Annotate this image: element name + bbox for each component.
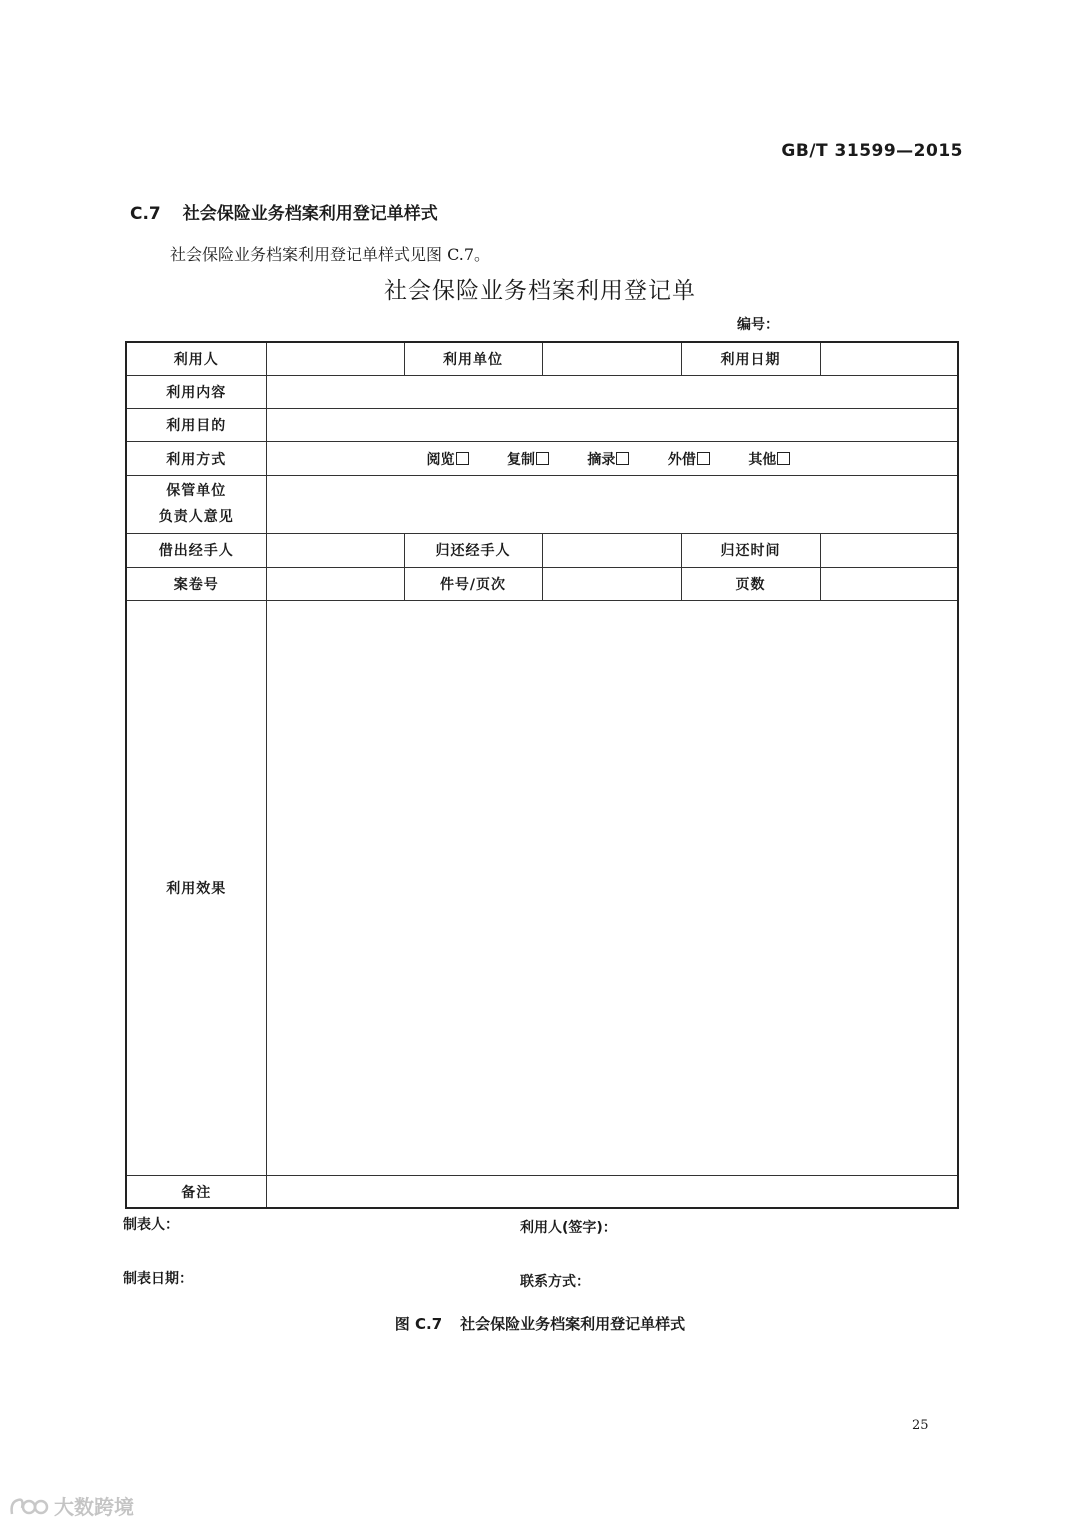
form-row-lend-return xyxy=(126,534,958,567)
form-row-file xyxy=(126,567,958,600)
use-method-options xyxy=(266,442,958,475)
standard-code: GB/T 31599—2015 xyxy=(781,141,963,161)
method-option-lend[interactable]: 外借 xyxy=(668,449,710,469)
serial-label: 编号： xyxy=(737,317,779,333)
form-row-custodian xyxy=(126,475,958,534)
form-row-purpose xyxy=(126,409,958,442)
field-item-page[interactable] xyxy=(542,567,681,600)
method-option-copy[interactable]: 复制 xyxy=(507,449,549,469)
method-option-read[interactable]: 阅览 xyxy=(427,449,469,469)
field-returner[interactable] xyxy=(542,534,681,567)
watermark-text: 大数跨境 xyxy=(54,1495,134,1519)
label-return-time: 归还时间 xyxy=(681,534,820,567)
watermark xyxy=(8,1491,134,1520)
label-file-no: 案卷号 xyxy=(126,567,266,600)
contact-label: 联系方式： xyxy=(520,1274,590,1290)
section-title: 社会保险业务档案利用登记单样式 xyxy=(182,204,438,224)
watermark-logo-icon xyxy=(8,1494,50,1518)
label-remarks: 备注 xyxy=(126,1176,266,1208)
label-use-method: 利用方式 xyxy=(126,442,266,475)
label-use-content: 利用内容 xyxy=(126,375,266,408)
field-lender[interactable] xyxy=(266,534,404,567)
form-title: 社会保险业务档案利用登记单 xyxy=(384,278,696,304)
field-user-unit[interactable] xyxy=(542,342,681,375)
field-return-time[interactable] xyxy=(820,534,958,567)
field-use-date[interactable] xyxy=(820,342,958,375)
label-lender: 借出经手人 xyxy=(126,534,266,567)
label-use-date: 利用日期 xyxy=(681,342,820,375)
label-pages: 页数 xyxy=(681,567,820,600)
label-user-unit: 利用单位 xyxy=(404,342,542,375)
user-signature-label: 利用人(签字)： xyxy=(520,1220,617,1236)
method-option-other[interactable]: 其他 xyxy=(748,449,790,469)
figure-number: 图 C.7 xyxy=(394,1315,443,1333)
method-option-excerpt[interactable]: 摘录 xyxy=(587,449,629,469)
serial-number xyxy=(737,314,779,334)
section-number: C.7 xyxy=(130,204,161,224)
form-row-content xyxy=(126,375,958,408)
label-use-purpose: 利用目的 xyxy=(126,409,266,442)
form-row-effect xyxy=(126,600,958,1175)
field-remarks[interactable] xyxy=(266,1176,958,1208)
checkbox-icon[interactable] xyxy=(616,452,629,465)
checkbox-icon[interactable] xyxy=(777,452,790,465)
checkbox-icon[interactable] xyxy=(456,452,469,465)
label-item-page: 件号/页次 xyxy=(404,567,542,600)
prepared-date-label: 制表日期： xyxy=(123,1271,193,1287)
field-effect[interactable] xyxy=(266,600,958,1175)
label-custodian-opinion: 保管单位 负责人意见 xyxy=(126,475,266,534)
label-returner: 归还经手人 xyxy=(404,534,542,567)
section-heading xyxy=(130,199,438,224)
prepared-by-label: 制表人： xyxy=(123,1217,179,1233)
page-number: 25 xyxy=(912,1418,929,1433)
field-pages[interactable] xyxy=(820,567,958,600)
field-user[interactable] xyxy=(266,342,404,375)
label-effect: 利用效果 xyxy=(126,600,266,1175)
field-use-purpose[interactable] xyxy=(266,409,958,442)
form-row-remarks xyxy=(126,1176,958,1208)
checkbox-icon[interactable] xyxy=(697,452,710,465)
checkbox-icon[interactable] xyxy=(536,452,549,465)
field-file-no[interactable] xyxy=(266,567,404,600)
registration-form-table xyxy=(125,341,959,1209)
form-row-user xyxy=(126,342,958,375)
label-user: 利用人 xyxy=(126,342,266,375)
figure-caption xyxy=(0,1313,1080,1334)
field-custodian-opinion[interactable] xyxy=(266,475,958,534)
form-row-method xyxy=(126,442,958,475)
field-use-content[interactable] xyxy=(266,375,958,408)
figure-caption-text: 社会保险业务档案利用登记单样式 xyxy=(460,1315,686,1333)
section-intro: 社会保险业务档案利用登记单样式见图 C.7。 xyxy=(170,245,491,264)
